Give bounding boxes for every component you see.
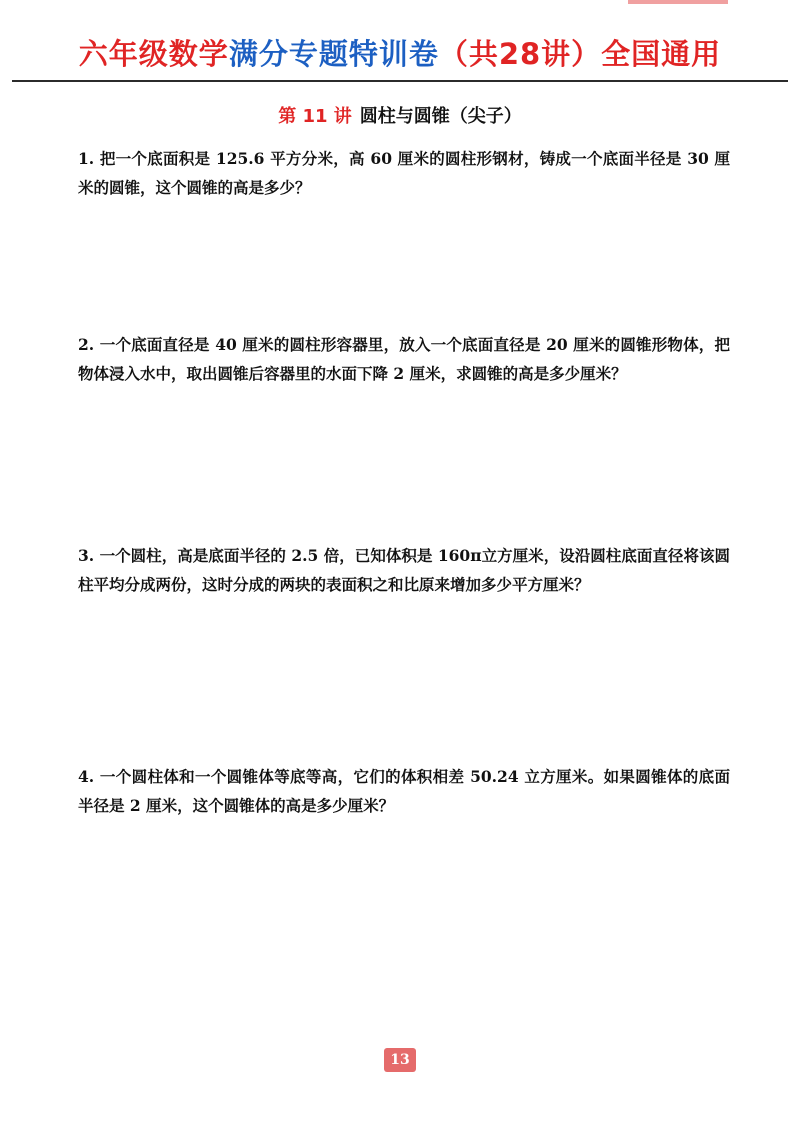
question-4: 4. 一个圆柱体和一个圆锥体等底等高，它们的体积相差 50.24 立方厘米。如果圆锥体的底面半径是 2 厘米，这个圆锥体的高是多少厘米？ — [78, 767, 730, 815]
top-accent-bar — [628, 0, 728, 4]
header-title-part3: （共28讲）全国通用 — [438, 37, 722, 71]
question-3: 3. 一个圆柱，高是底面半径的 2.5 倍，已知体积是 160π立方厘米，设沿圆柱底面直径将该圆柱平均分成两份，这时分成的两块的表面积之和比原来增加多少平方厘米？ — [78, 546, 730, 594]
lecture-number: 第 11 讲 — [278, 106, 352, 127]
header-title-part1: 六年级数学 — [78, 37, 229, 71]
header-title-part2: 满分专题特训卷 — [228, 37, 439, 71]
page-number-badge: 13 — [384, 1048, 416, 1072]
question-1: 1. 把一个底面积是 125.6 平方分米，高 60 厘米的圆柱形钢材，铸成一个底面半径是 30 厘米的圆锥，这个圆锥的高是多少？ — [78, 149, 730, 197]
lecture-topic: 圆柱与圆锥（尖子） — [359, 106, 522, 127]
question-2: 2. 一个底面直径是 40 厘米的圆柱形容器里，放入一个底面直径是 20 厘米的圆锥形物体，把物体浸入水中，取出圆锥后容器里的水面下降 2 厘米，求圆锥的高是多少厘米？ — [78, 335, 730, 383]
page-header-title — [0, 34, 800, 74]
header-divider — [12, 80, 788, 82]
lecture-title — [0, 105, 800, 129]
